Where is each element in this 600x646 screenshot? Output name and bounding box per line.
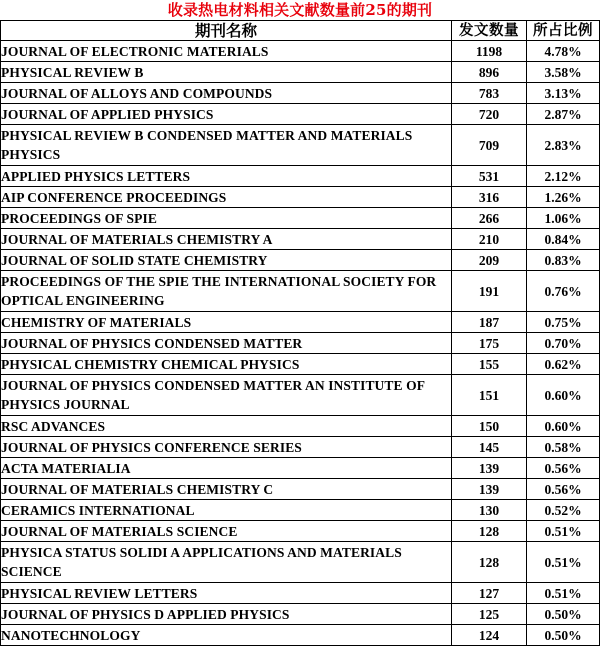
article-count: 127	[452, 583, 527, 604]
percentage: 0.75%	[527, 312, 600, 333]
table-row	[1, 500, 600, 521]
percentage: 0.52%	[527, 500, 600, 521]
journal-name: NANOTECHNOLOGY	[1, 625, 452, 646]
percentage: 0.70%	[527, 333, 600, 354]
percentage: 0.58%	[527, 437, 600, 458]
article-count: 531	[452, 166, 527, 187]
table-row	[1, 125, 600, 166]
article-count: 151	[452, 375, 527, 416]
percentage: 0.50%	[527, 625, 600, 646]
journal-name: CHEMISTRY OF MATERIALS	[1, 312, 452, 333]
percentage: 0.50%	[527, 604, 600, 625]
table-row	[1, 41, 600, 62]
journal-name: RSC ADVANCES	[1, 416, 452, 437]
percentage: 0.51%	[527, 583, 600, 604]
percentage: 0.84%	[527, 229, 600, 250]
article-count: 1198	[452, 41, 527, 62]
table-row	[1, 187, 600, 208]
percentage: 3.13%	[527, 83, 600, 104]
journal-name: PHYSICAL REVIEW B CONDENSED MATTER AND MATERIALS PHYSICS	[1, 125, 452, 166]
journal-name: JOURNAL OF SOLID STATE CHEMISTRY	[1, 250, 452, 271]
table-row	[1, 166, 600, 187]
percentage: 3.58%	[527, 62, 600, 83]
journal-name: JOURNAL OF MATERIALS SCIENCE	[1, 521, 452, 542]
article-count: 720	[452, 104, 527, 125]
article-count: 175	[452, 333, 527, 354]
page-title: 收录热电材料相关文献数量前25的期刊	[167, 1, 433, 19]
journal-name: ACTA MATERIALIA	[1, 458, 452, 479]
journal-name: PHYSICA STATUS SOLIDI A APPLICATIONS AND MATERIALS SCIENCE	[1, 542, 452, 583]
percentage: 0.62%	[527, 354, 600, 375]
journal-name: JOURNAL OF PHYSICS D APPLIED PHYSICS	[1, 604, 452, 625]
article-count: 128	[452, 521, 527, 542]
percentage: 0.60%	[527, 416, 600, 437]
article-count: 139	[452, 479, 527, 500]
article-count: 209	[452, 250, 527, 271]
header-article-count: 发文数量	[452, 21, 527, 41]
table-row	[1, 375, 600, 416]
header-percentage: 所占比例	[527, 21, 600, 41]
percentage: 0.83%	[527, 250, 600, 271]
percentage: 2.87%	[527, 104, 600, 125]
article-count: 130	[452, 500, 527, 521]
journal-name: JOURNAL OF MATERIALS CHEMISTRY C	[1, 479, 452, 500]
journal-name: JOURNAL OF PHYSICS CONDENSED MATTER	[1, 333, 452, 354]
percentage: 0.51%	[527, 521, 600, 542]
table-row	[1, 625, 600, 646]
percentage: 0.56%	[527, 458, 600, 479]
table-header-row	[1, 21, 600, 41]
table-row	[1, 354, 600, 375]
table-row	[1, 312, 600, 333]
percentage: 2.12%	[527, 166, 600, 187]
percentage: 4.78%	[527, 41, 600, 62]
percentage: 0.56%	[527, 479, 600, 500]
table-row	[1, 62, 600, 83]
article-count: 191	[452, 271, 527, 312]
article-count: 139	[452, 458, 527, 479]
percentage: 1.26%	[527, 187, 600, 208]
percentage: 0.60%	[527, 375, 600, 416]
journal-name: JOURNAL OF ALLOYS AND COMPOUNDS	[1, 83, 452, 104]
journals-table	[0, 20, 600, 646]
table-row	[1, 271, 600, 312]
journal-name: PROCEEDINGS OF THE SPIE THE INTERNATIONAL SOCIETY FOR OPTICAL ENGINEERING	[1, 271, 452, 312]
journal-name: AIP CONFERENCE PROCEEDINGS	[1, 187, 452, 208]
table-row	[1, 604, 600, 625]
table-row	[1, 83, 600, 104]
table-row	[1, 229, 600, 250]
percentage: 0.51%	[527, 542, 600, 583]
table-row	[1, 333, 600, 354]
journal-name: PROCEEDINGS OF SPIE	[1, 208, 452, 229]
table-row	[1, 250, 600, 271]
article-count: 124	[452, 625, 527, 646]
journal-name: PHYSICAL REVIEW LETTERS	[1, 583, 452, 604]
journal-name: JOURNAL OF PHYSICS CONDENSED MATTER AN INSTITUTE OF PHYSICS JOURNAL	[1, 375, 452, 416]
table-row	[1, 479, 600, 500]
article-count: 145	[452, 437, 527, 458]
article-count: 128	[452, 542, 527, 583]
journal-name: JOURNAL OF MATERIALS CHEMISTRY A	[1, 229, 452, 250]
journal-name: PHYSICAL CHEMISTRY CHEMICAL PHYSICS	[1, 354, 452, 375]
journal-name: JOURNAL OF APPLIED PHYSICS	[1, 104, 452, 125]
table-row	[1, 458, 600, 479]
article-count: 210	[452, 229, 527, 250]
article-count: 187	[452, 312, 527, 333]
percentage: 1.06%	[527, 208, 600, 229]
percentage: 0.76%	[527, 271, 600, 312]
table-row	[1, 416, 600, 437]
table-row	[1, 208, 600, 229]
header-journal-name: 期刊名称	[1, 21, 452, 41]
journal-name: PHYSICAL REVIEW B	[1, 62, 452, 83]
journal-name: JOURNAL OF PHYSICS CONFERENCE SERIES	[1, 437, 452, 458]
article-count: 266	[452, 208, 527, 229]
article-count: 125	[452, 604, 527, 625]
percentage: 2.83%	[527, 125, 600, 166]
article-count: 896	[452, 62, 527, 83]
article-count: 709	[452, 125, 527, 166]
article-count: 316	[452, 187, 527, 208]
article-count: 783	[452, 83, 527, 104]
table-row	[1, 104, 600, 125]
table-row	[1, 521, 600, 542]
table-row	[1, 542, 600, 583]
journal-name: CERAMICS INTERNATIONAL	[1, 500, 452, 521]
article-count: 155	[452, 354, 527, 375]
table-row	[1, 437, 600, 458]
article-count: 150	[452, 416, 527, 437]
journal-name: APPLIED PHYSICS LETTERS	[1, 166, 452, 187]
journal-name: JOURNAL OF ELECTRONIC MATERIALS	[1, 41, 452, 62]
table-row	[1, 583, 600, 604]
